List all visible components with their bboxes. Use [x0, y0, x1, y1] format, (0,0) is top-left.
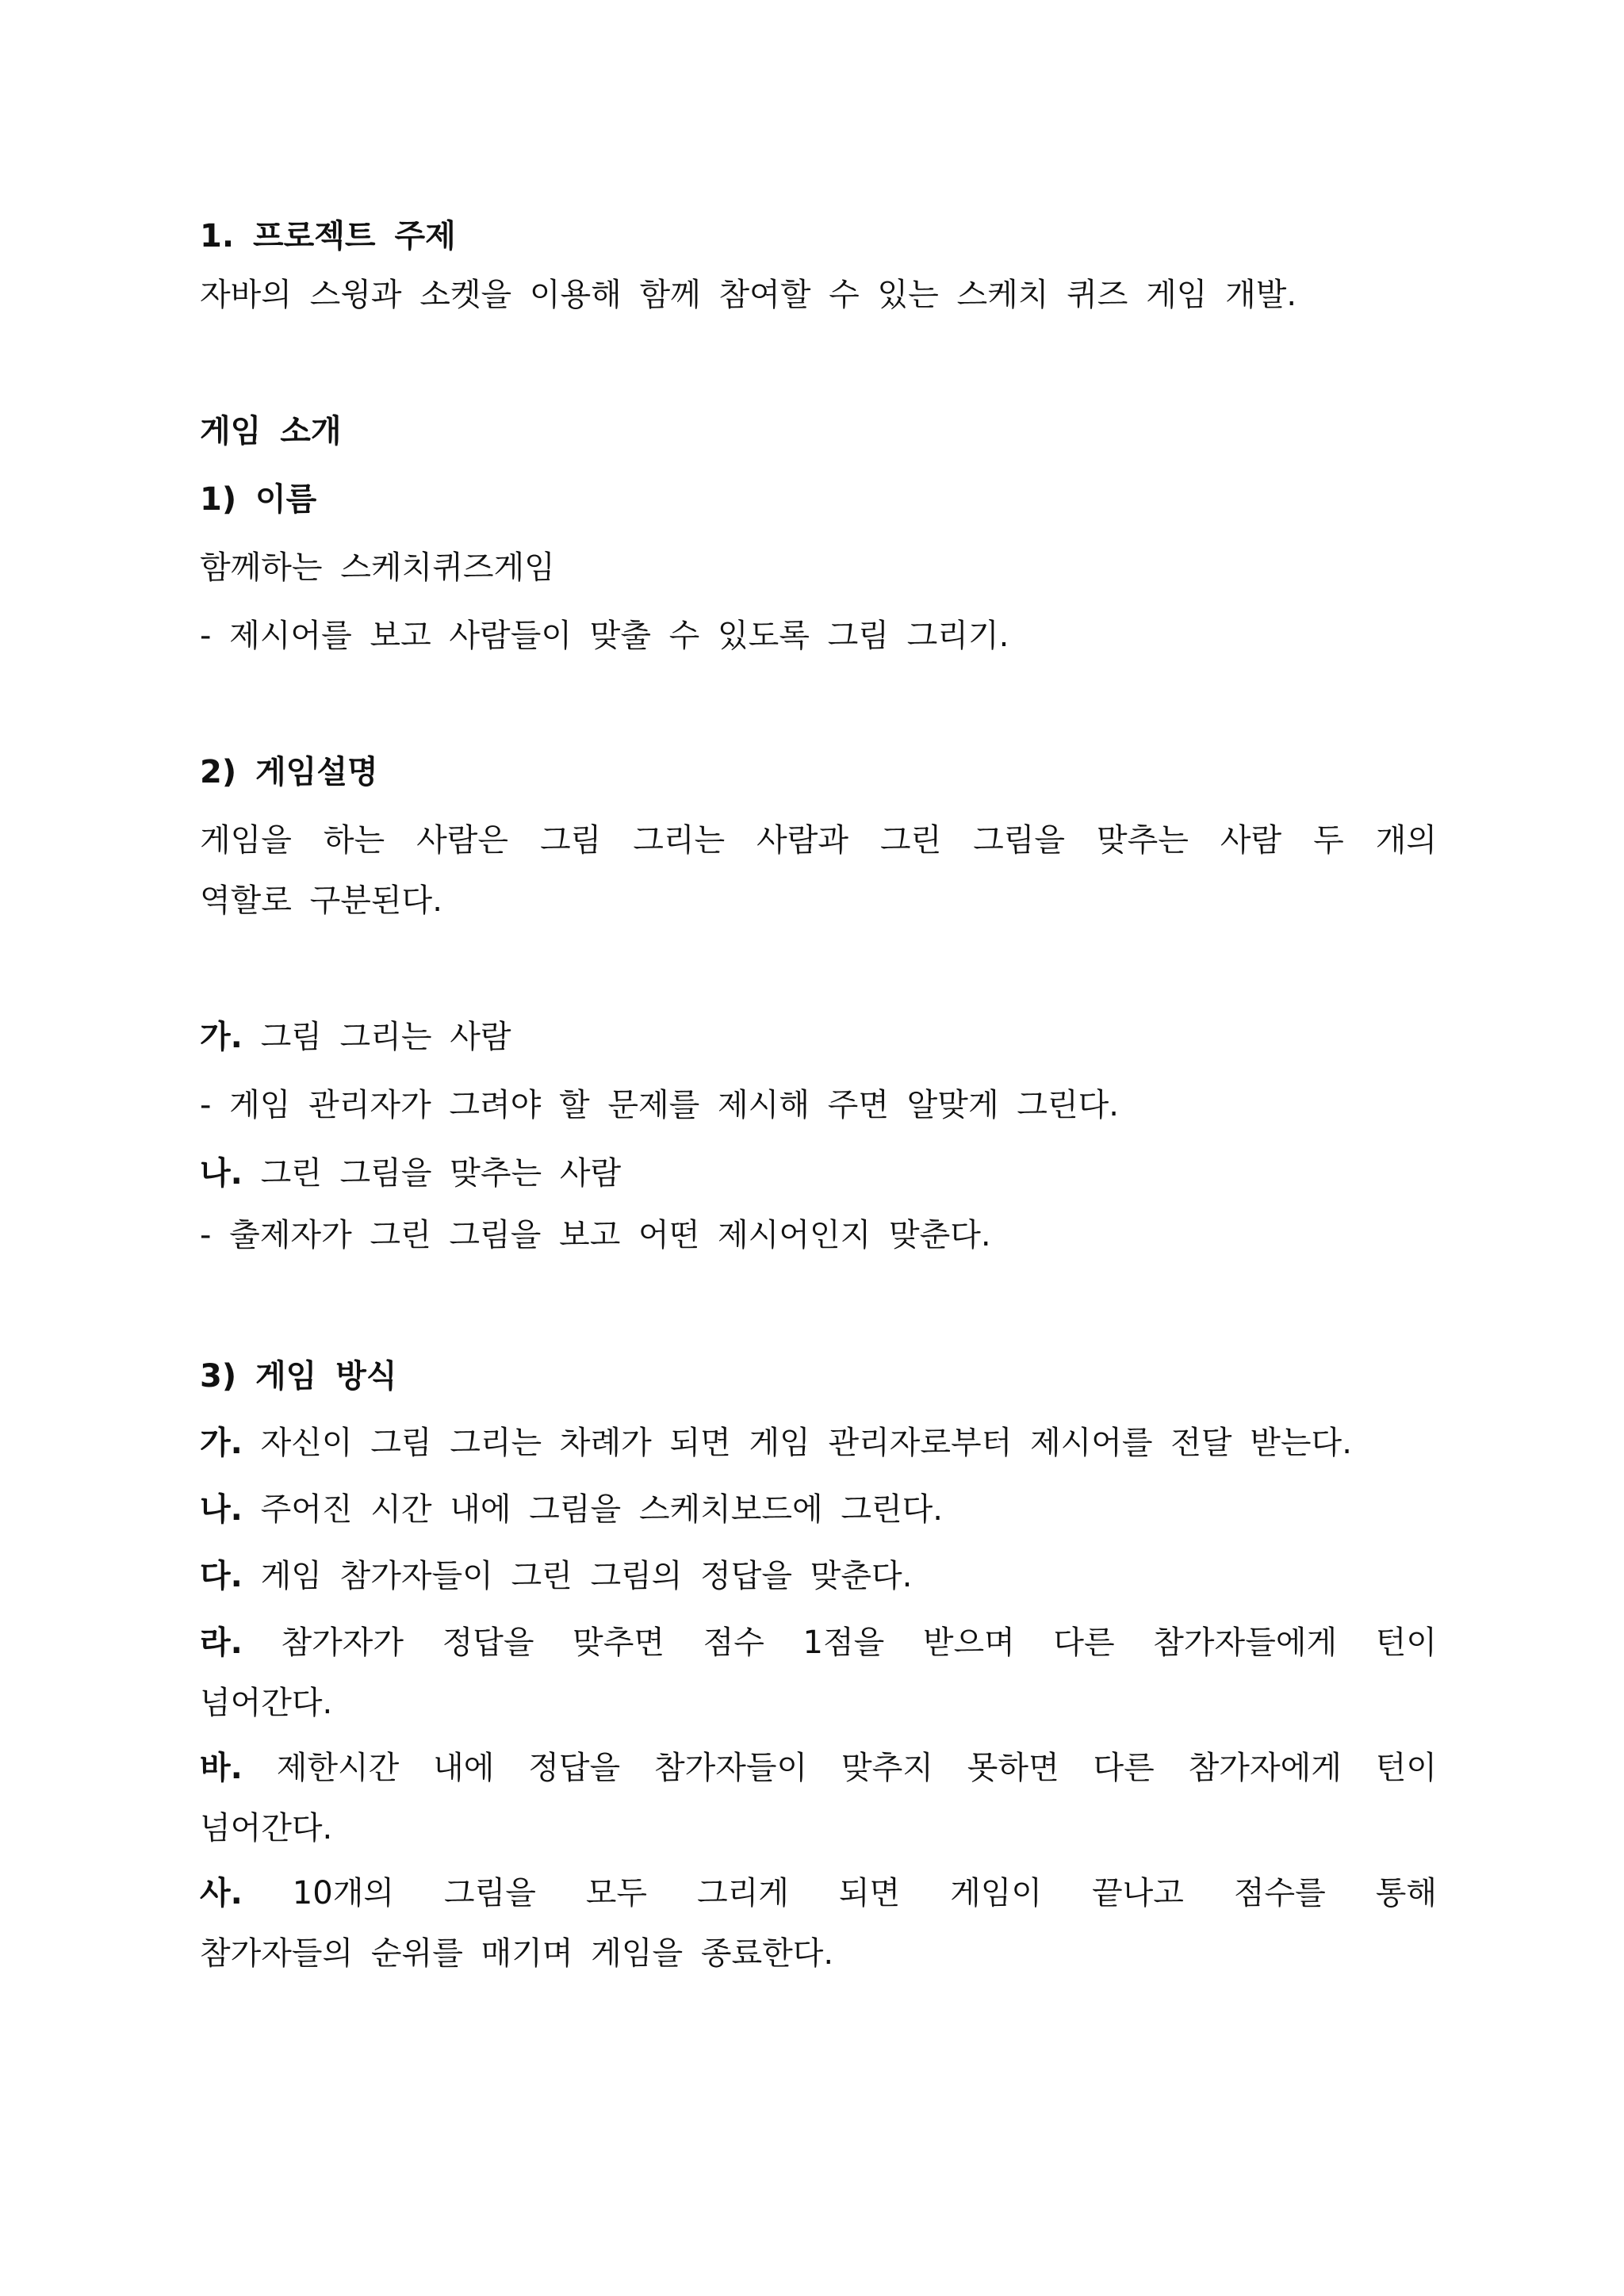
role-marker: 나. — [200, 1155, 243, 1192]
method-step-2 — [200, 1489, 1437, 1530]
step-marker: 다. — [200, 1558, 243, 1594]
method-step-5-cont: 넘어간다. — [200, 1810, 333, 1846]
description-line-1: 게임을 하는 사람은 그림 그리는 사람과 그린 그림을 맞추는 사람 두 개의 — [200, 822, 1437, 859]
topic-heading: 1. 프로젝트 주제 — [200, 218, 456, 254]
role-title: 그림 그리는 사람 — [260, 1019, 511, 1055]
description-line-2: 역할로 구분된다. — [200, 882, 442, 919]
step-marker: 나. — [200, 1491, 243, 1528]
intro-heading: 게임 소개 — [200, 413, 342, 450]
step-text: 참가자가 정답을 맞추면 점수 1점을 받으며 다른 참가자들에게 턴이 — [281, 1624, 1437, 1661]
step-marker: 라. — [200, 1624, 243, 1661]
game-name-desc: - 제시어를 보고 사람들이 맞출 수 있도록 그림 그리기. — [200, 618, 1009, 654]
method-step-3 — [200, 1556, 1437, 1597]
step-marker: 사. — [200, 1875, 243, 1911]
method-step-6-cont: 참가자들의 순위를 매기며 게임을 종료한다. — [200, 1935, 834, 1972]
role-title: 그린 그림을 맞추는 사람 — [260, 1155, 622, 1192]
role-marker: 가. — [200, 1019, 243, 1055]
step-marker: 가. — [200, 1425, 243, 1461]
game-name: 함께하는 스케치퀴즈게임 — [200, 549, 555, 586]
step-text: 자신이 그림 그리는 차례가 되면 게임 관리자로부터 제시어를 전달 받는다. — [260, 1425, 1352, 1461]
method-step-4 — [200, 1622, 1437, 1663]
method-step-5 — [200, 1747, 1437, 1789]
step-text: 제한시간 내에 정답을 참가자들이 맞추지 못하면 다른 참가자에게 턴이 — [276, 1750, 1437, 1786]
method-heading: 3) 게임 방식 — [200, 1358, 397, 1395]
method-step-1 — [200, 1422, 1437, 1464]
step-text: 10개의 그림을 모두 그리게 되면 게임이 끝나고 점수를 통해 — [292, 1875, 1437, 1911]
role-drawer-desc: - 게임 관리자가 그려야 할 문제를 제시해 주면 알맞게 그린다. — [200, 1087, 1119, 1123]
description-heading: 2) 게임설명 — [200, 754, 378, 790]
role-guesser-desc: - 출제자가 그린 그림을 보고 어떤 제시어인지 맞춘다. — [200, 1217, 991, 1253]
method-step-6 — [200, 1873, 1437, 1914]
topic-text: 자바의 스윙과 소켓을 이용해 함께 참여할 수 있는 스케치 퀴즈 게임 개발. — [200, 277, 1297, 313]
role-drawer — [200, 1016, 1437, 1058]
step-marker: 바. — [200, 1750, 243, 1786]
method-step-4-cont: 넘어간다. — [200, 1685, 333, 1721]
name-heading: 1) 이름 — [200, 481, 317, 518]
role-guesser — [200, 1153, 1437, 1194]
step-text: 게임 참가자들이 그린 그림의 정답을 맞춘다. — [260, 1558, 913, 1594]
step-text: 주어진 시간 내에 그림을 스케치보드에 그린다. — [260, 1491, 944, 1528]
